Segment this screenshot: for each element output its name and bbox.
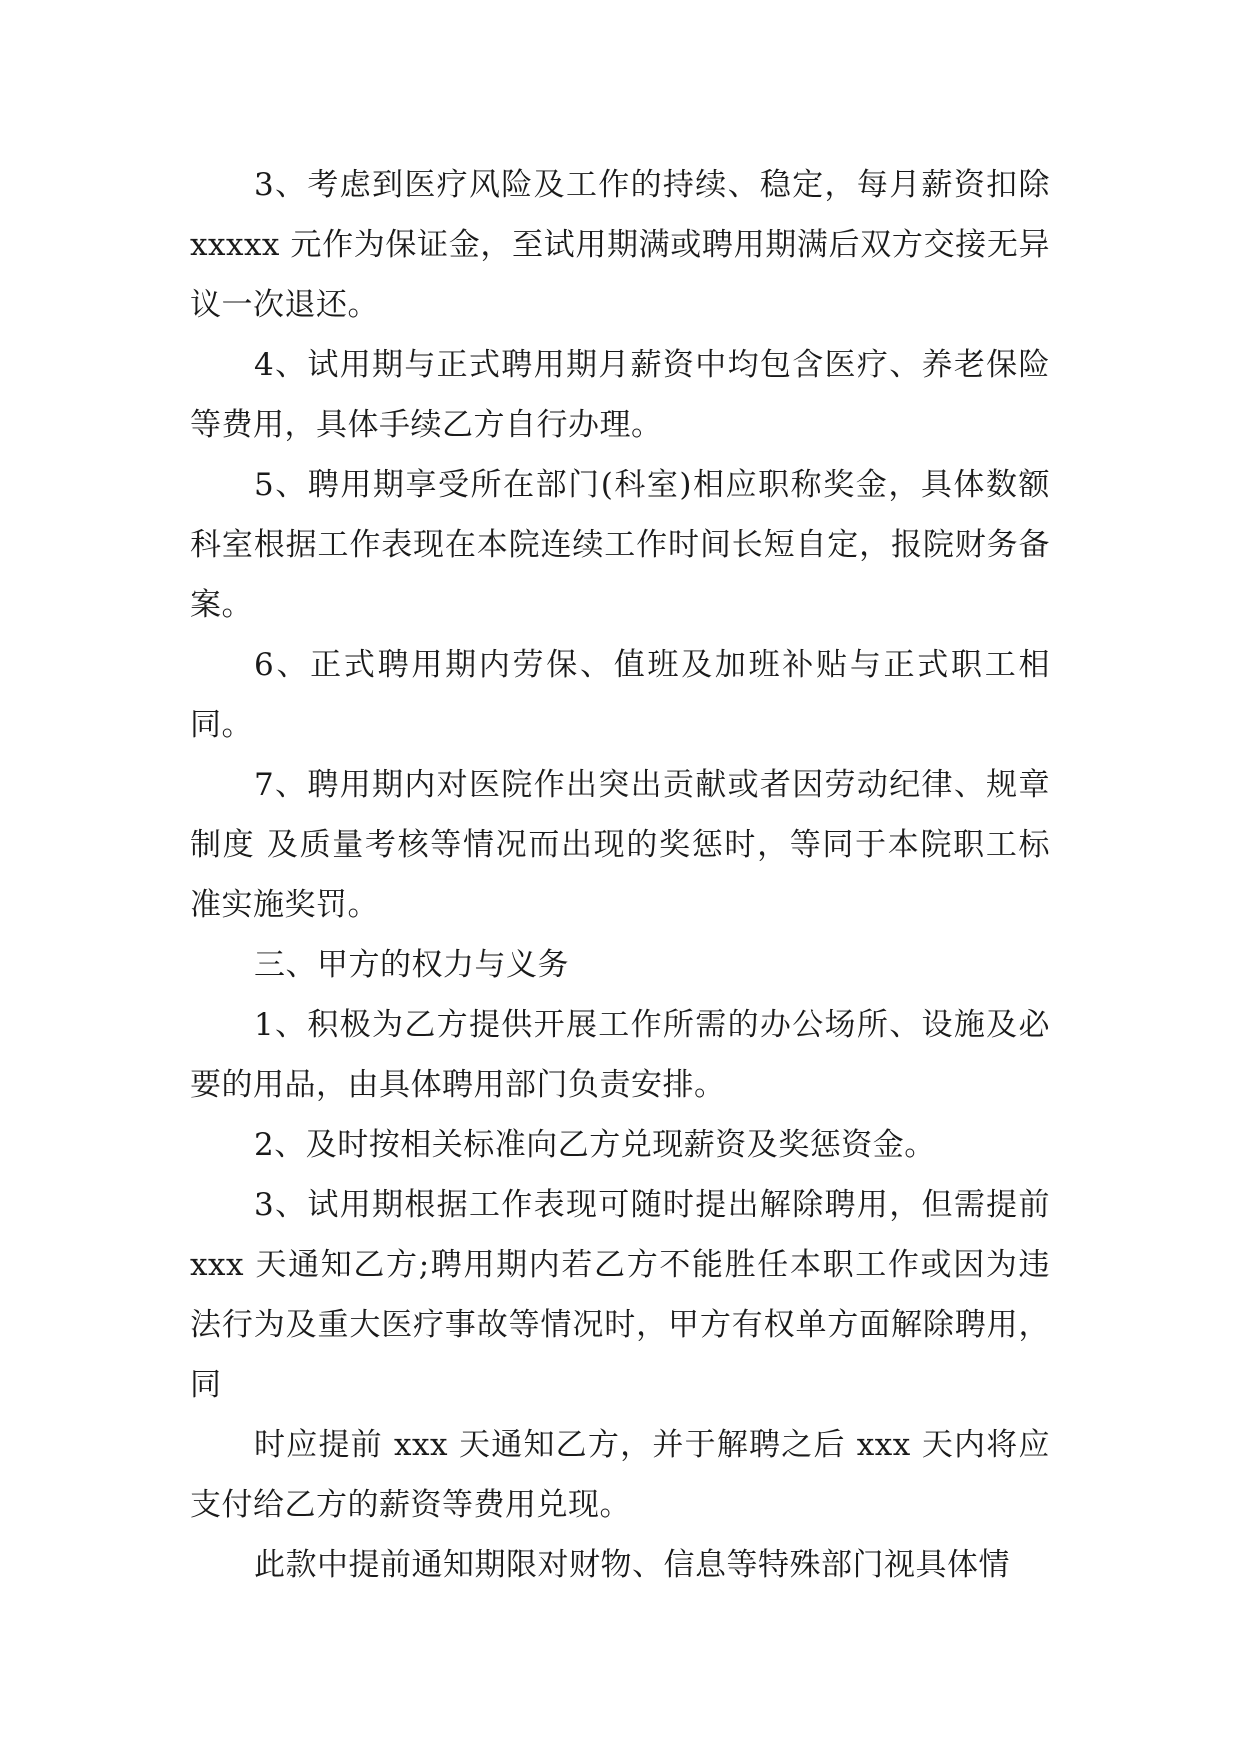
section-heading-party-a: 三、甲方的权力与义务 — [254, 947, 569, 983]
paragraph-termination: 3、试用期根据工作表现可随时提出解除聘用，但需提前 xxx 天通知乙方;聘用期内若乙方不能胜任本职工作或因为违法行为及重大医疗事故等情况时，甲方有权单方面解除聘用，同 — [190, 1187, 1050, 1403]
paragraph-termination-notice: 时应提前 xxx 天通知乙方，并于解聘之后 xxx 天内将应支付给乙方的薪资等费用兑现。 — [190, 1427, 1050, 1523]
paragraph-bonus: 5、聘用期享受所在部门(科室)相应职称奖金，具体数额科室根据工作表现在本院连续工作时间长短自定，报院财务备案。 — [190, 467, 1050, 623]
paragraph-payment: 2、及时按相关标准向乙方兑现薪资及奖惩资金。 — [254, 1127, 936, 1163]
paragraph-special-departments: 此款中提前通知期限对财物、信息等特殊部门视具体情 — [254, 1547, 1010, 1583]
paragraph-office-facilities: 1、积极为乙方提供开展工作所需的办公场所、设施及必要的用品，由具体聘用部门负责安排。 — [190, 1007, 1050, 1103]
paragraph-rewards-penalties: 7、聘用期内对医院作出突出贡献或者因劳动纪律、规章制度 及质量考核等情况而出现的奖惩时，等同于本院职工标准实施奖罚。 — [190, 767, 1050, 923]
paragraph-allowance: 6、正式聘用期内劳保、值班及加班补贴与正式职工相同。 — [190, 647, 1050, 743]
paragraph-insurance: 4、试用期与正式聘用期月薪资中均包含医疗、养老保险等费用，具体手续乙方自行办理。 — [190, 347, 1050, 443]
document-page — [190, 155, 1050, 1595]
paragraph-salary-deposit: 3、考虑到医疗风险及工作的持续、稳定，每月薪资扣除 xxxxx 元作为保证金，至试用期满或聘用期满后双方交接无异议一次退还。 — [190, 167, 1050, 323]
